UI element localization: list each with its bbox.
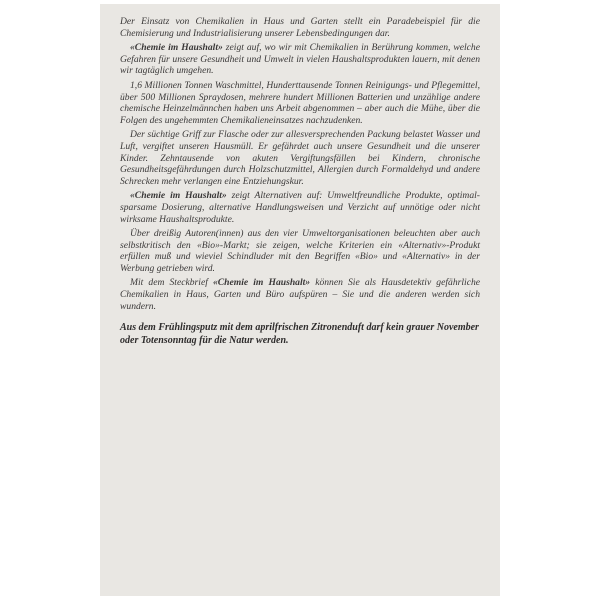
book-back-cover xyxy=(100,4,500,596)
paragraph-text: zeigt auf, wo wir mit Chemikalien in Berührung kommen, welche Gefahren für unsere Gesundheit und Umwelt in vielen Haushaltsprodukten lauern, mit denen wir tagtäglich umgehen. xyxy=(120,42,480,77)
closing-statement: Aus dem Frühlingsputz mit dem aprilfrischen Zitronenduft darf kein grauer November oder Totensonntag für die Natur werden. xyxy=(120,322,479,346)
paragraph-text: Über dreißig Autoren(innen) aus den vier Umweltorganisationen beleuchten aber auch selbstkritisch den «Bio»-Markt; sie zeigen, welche Kriterien ein «Alternativ»-Produkt erfüllen muß und wieviel Schindluder mit den Begriffen «Bio» und «Alternativ» in der Werbung getrieben wird. xyxy=(120,228,480,274)
book-title-emphasis: «Chemie im Haushalt» xyxy=(130,190,227,202)
paragraph-text: zeigt Alternativen auf: Umweltfreundliche Produkte, optimal-sparsame Dosierung, alternative Handlungsweisen und Verzicht auf unnötige oder nicht wirksame Haushaltsprodukte. xyxy=(120,190,480,225)
book-title-emphasis: «Chemie im Haushalt» xyxy=(212,277,311,289)
paragraph-text: können Sie als Hausdetektiv gefährliche Chemikalien in Haus, Garten und Büro aufspüren – Sie und die anderen werden sich wundern. xyxy=(120,277,481,312)
paragraph-2 xyxy=(120,42,480,77)
paragraph-text: Mit dem Steckbrief xyxy=(130,277,213,289)
paragraph-7 xyxy=(120,277,480,312)
paragraph-4 xyxy=(120,129,480,187)
book-title-emphasis: «Chemie im Haushalt» xyxy=(130,42,223,54)
paragraph-3 xyxy=(120,80,480,126)
paragraph-text: Der Einsatz von Chemikalien in Haus und Garten stellt ein Paradebeispiel für die Chemisierung und Industrialisierung unserer Lebensbedingungen dar. xyxy=(120,16,480,39)
paragraph-5 xyxy=(120,190,480,225)
paragraph-text: Der süchtige Griff zur Flasche oder zur allesversprechenden Packung belastet Wasser und Luft, vergiftet unseren Hausmüll. Er gefährdet auch unsere Gesundheit und die unserer Kinder. Zehntausende von akuten Vergiftungsfällen bei Kindern, chronische Gesundheitsgefährdungen durch Holzschutzmittel, Allergien durch Formaldehyd und andere Schrecken mehr verlangen eine Entziehungskur. xyxy=(120,129,480,187)
paragraph-6 xyxy=(120,228,480,274)
paragraph-text: 1,6 Millionen Tonnen Waschmittel, Hunderttausende Tonnen Reinigungs- und Pflegemittel, über 500 Millionen Spraydosen, mehrere hundert Millionen Batterien und unzählige andere chemische Heinzelmännchen haben uns Arbeit abgenommen – aber auch die Mühe, über die Folgen des ungehemmten Chemikalieneinsatzes nachzudenken. xyxy=(120,79,480,126)
paragraph-1 xyxy=(120,16,480,39)
blurb-text xyxy=(120,16,480,350)
